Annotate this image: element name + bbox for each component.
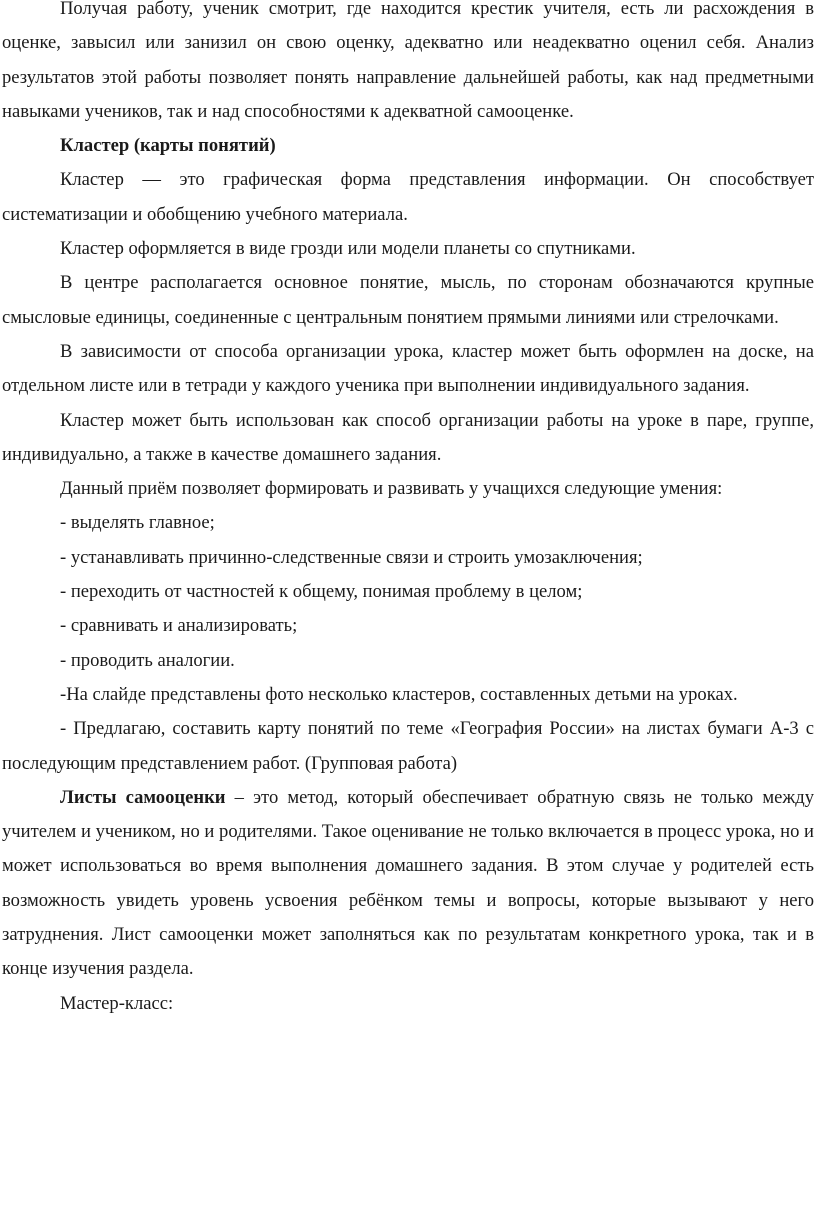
list-item-skill: - проводить аналогии. — [60, 649, 235, 671]
paragraph-task-proposal: - Предлагаю, составить карту понятий по теме «География России» на листах бумаги А-3 с последующим представлением работ. (Групповая работа) — [2, 718, 814, 774]
paragraph-skills-intro: Данный приём позволяет формировать и развивать у учащихся следующие умения: — [60, 478, 723, 500]
heading-cluster: Кластер (карты понятий) — [60, 135, 276, 157]
paragraph-self-assessment-analysis: Получая работу, ученик смотрит, где находится крестик учителя, есть ли расхождения в оценке, завысил или занизил он свою оценку, адекватно или неадекватно оценил себя. Анализ результатов этой работы позволяет понять направление дальнейшей работы, как над предметными навыками учеников, так и над способностями к адекватной самооценке. — [2, 0, 814, 122]
list-item-skill: - сравнивать и анализировать; — [60, 615, 298, 637]
paragraph-self-assessment-sheets-text: – это метод, который обеспечивает обратную связь не только между учителем и учеником, но и родителями. Такое оценивание не только включается в процесс урока, но и может использоваться во время выполнения домашнего задания. В этом случае у родителей есть возможность увидеть уровень усвоения ребёнком темы и вопросы, которые вызывают у него затруднения. Лист самооценки может заполняться как по результатам конкретного урока, так и в конце изучения раздела. — [2, 786, 814, 980]
list-item-skill: - выделять главное; — [60, 512, 215, 534]
paragraph-cluster-shape: Кластер оформляется в виде грозди или модели планеты со спутниками. — [60, 238, 636, 260]
paragraph-cluster-organization: В зависимости от способа организации урока, кластер может быть оформлен на доске, на отдельном листе или в тетради у каждого ученика при выполнении индивидуального задания. — [2, 340, 814, 397]
paragraph-cluster-definition: Кластер — это графическая форма представления информации. Он способствует систематизации и обобщению учебного материала. — [2, 169, 814, 225]
paragraph-master-class: Мастер-класс: — [60, 992, 174, 1014]
term-self-assessment-sheets: Листы самооценки — [60, 786, 226, 808]
paragraph-cluster-center: В центре располагается основное понятие, мысль, по сторонам обозначаются крупные смысловые единицы, соединенные с центральным понятием прямыми линиями или стрелочками. — [2, 272, 814, 328]
paragraph-cluster-usage: Кластер может быть использован как способ организации работы на уроке в паре, группе, индивидуально, а также в качестве домашнего задания. — [2, 409, 814, 465]
list-item-skill: - устанавливать причинно-следственные связи и строить умозаключения; — [60, 546, 643, 568]
paragraph-self-assessment-sheets — [2, 781, 814, 987]
paragraph-slide-photos: -На слайде представлены фото несколько кластеров, составленных детьми на уроках. — [60, 683, 738, 705]
list-item-skill: - переходить от частностей к общему, понимая проблему в целом; — [60, 581, 583, 603]
